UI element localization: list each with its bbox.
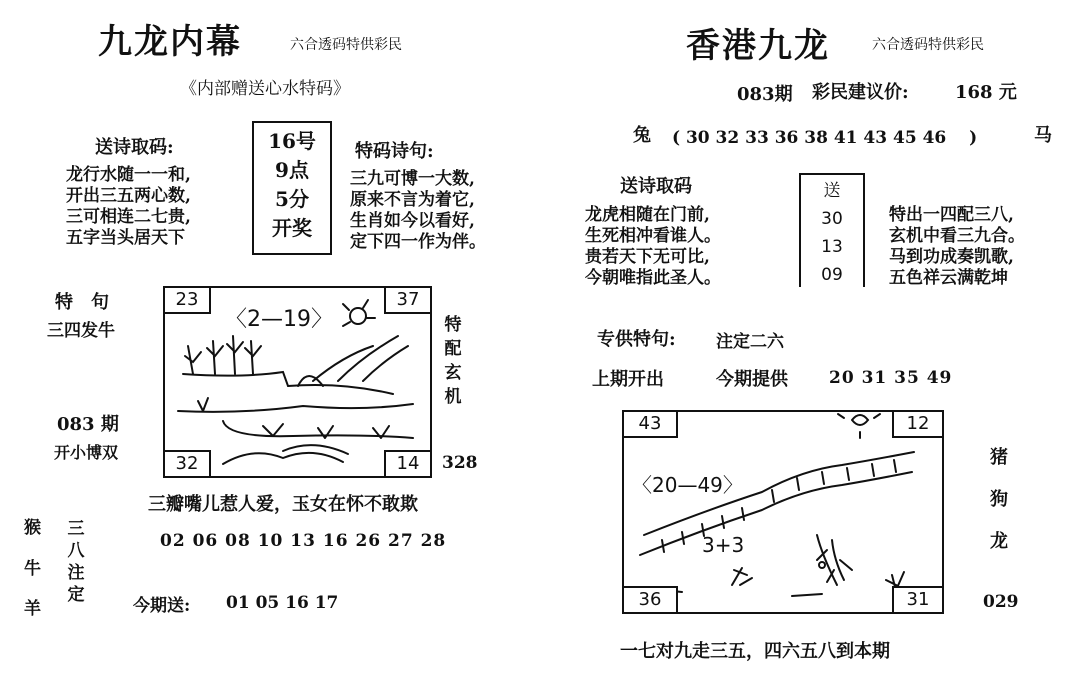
- left-poem-line: 三可相连二七贵,: [66, 207, 191, 227]
- right-caption: 一七对九走三五，四六五八到本期: [620, 641, 890, 662]
- right-corner-tl: 43: [622, 410, 678, 438]
- left-title: 九龙内幕: [98, 22, 242, 62]
- left-numbers: 02 06 08 10 13 16 26 27 28: [160, 531, 447, 551]
- left-period: 083 期: [57, 414, 119, 435]
- right-corner-bl: 36: [622, 586, 678, 614]
- special-poem-line: 原来不言为着它,: [350, 190, 475, 210]
- today-numbers: 01 05 16 17: [226, 593, 339, 613]
- te-ju-label: 特 句: [55, 292, 109, 313]
- animal-ox: 牛: [24, 559, 41, 579]
- prize-draw: 开奖: [272, 216, 312, 240]
- right-drawing-sum: 3+3: [702, 533, 745, 557]
- right-poem2-line: 五色祥云满乾坤: [889, 268, 1008, 288]
- right-poem-2: [889, 205, 1025, 289]
- left-poem: [66, 165, 191, 249]
- right-landscape-drawing: [622, 410, 942, 612]
- prize-minute: 5分: [275, 187, 309, 211]
- horse-label: 马: [1034, 125, 1052, 146]
- prize-date: 16号: [268, 129, 316, 153]
- animal-pig: 猪: [990, 447, 1008, 468]
- left-poem-line: 五字当头居天下: [66, 228, 185, 248]
- animal-dog: 狗: [990, 489, 1008, 510]
- rabbit-label: 兔: [633, 125, 651, 146]
- last-label: 上期开出: [592, 369, 664, 390]
- left-inner-tag: 《内部赠送心水特码》: [180, 79, 350, 99]
- left-poem-label: 送诗取码:: [95, 137, 174, 158]
- send-number-2: 13: [821, 237, 843, 257]
- right-period: 083期: [737, 84, 793, 105]
- special-poem-line: 三九可博一大数,: [350, 169, 475, 189]
- note-vertical-2: 注定: [67, 563, 85, 605]
- provide-label: 今期提供: [716, 369, 788, 390]
- left-corner-tr: 37: [384, 286, 432, 314]
- right-poem-line: 龙虎相随在门前,: [585, 205, 710, 225]
- right-poem-line: 生死相冲看谁人。: [585, 226, 721, 246]
- special-poem-line: 定下四一作为伴。: [350, 232, 486, 252]
- left-corner-br: 14: [384, 450, 432, 478]
- left-side-vertical: 特配玄机: [444, 315, 462, 407]
- send-label: 送: [823, 181, 841, 201]
- left-landscape-drawing: [163, 286, 430, 476]
- left-corner-tl: 23: [163, 286, 211, 314]
- left-special-poem-label: 特码诗句:: [355, 141, 434, 162]
- left-poem-line: 开出三五两心数,: [66, 186, 191, 206]
- horse-numbers: ( 30 32 33 36 38 41 43 45 46 ): [672, 128, 978, 148]
- price-value: 168 元: [955, 82, 1017, 103]
- send-box: [799, 173, 865, 287]
- note-vertical-1: 三八: [67, 519, 85, 561]
- left-drawing-label: 〈2—19〉: [225, 307, 333, 332]
- provide-numbers: 20 31 35 49: [829, 368, 953, 388]
- left-special-poem: [350, 169, 486, 253]
- special-label: 专供特句:: [597, 329, 676, 350]
- price-label: 彩民建议价:: [812, 82, 909, 103]
- prize-hour: 9点: [275, 158, 309, 182]
- right-poem: [585, 205, 721, 289]
- right-poem2-line: 马到功成奏凯歌,: [889, 247, 1014, 267]
- right-poem-line: 贵若天下无可比,: [585, 247, 710, 267]
- animal-monkey: 猴: [24, 518, 41, 538]
- right-poem2-line: 玄机中看三九合。: [889, 226, 1025, 246]
- prize-time-box: [252, 121, 332, 255]
- right-subtitle: 六合透码特供彩民: [872, 37, 984, 53]
- today-label: 今期送:: [133, 596, 191, 616]
- right-drawing-label: 〈20—49〉: [632, 473, 743, 497]
- right-poem2-line: 特出一四配三八,: [889, 205, 1014, 225]
- right-corner-tr: 12: [892, 410, 944, 438]
- animal-goat: 羊: [24, 599, 41, 619]
- right-poem-label: 送诗取码: [620, 176, 692, 197]
- right-poem-line: 今朝唯指此圣人。: [585, 268, 721, 288]
- left-side-number: 328: [442, 453, 478, 473]
- animal-dragon: 龙: [990, 531, 1008, 552]
- left-period-text: 开小博双: [54, 443, 119, 462]
- right-corner-br: 31: [892, 586, 944, 614]
- send-number-3: 09: [821, 265, 843, 285]
- left-poem-line: 龙行水随一一和,: [66, 165, 191, 185]
- send-number-1: 30: [821, 209, 843, 229]
- special-poem-line: 生肖如今以看好,: [350, 211, 475, 231]
- te-ju-text: 三四发牛: [47, 321, 115, 341]
- right-title: 香港九龙: [686, 26, 830, 66]
- left-corner-bl: 32: [163, 450, 211, 478]
- special-text: 注定二六: [716, 332, 784, 352]
- right-side-number: 029: [983, 592, 1019, 612]
- left-caption: 三瓣嘴儿惹人爱，玉女在怀不敢欺: [148, 494, 418, 515]
- left-subtitle: 六合透码特供彩民: [290, 37, 402, 53]
